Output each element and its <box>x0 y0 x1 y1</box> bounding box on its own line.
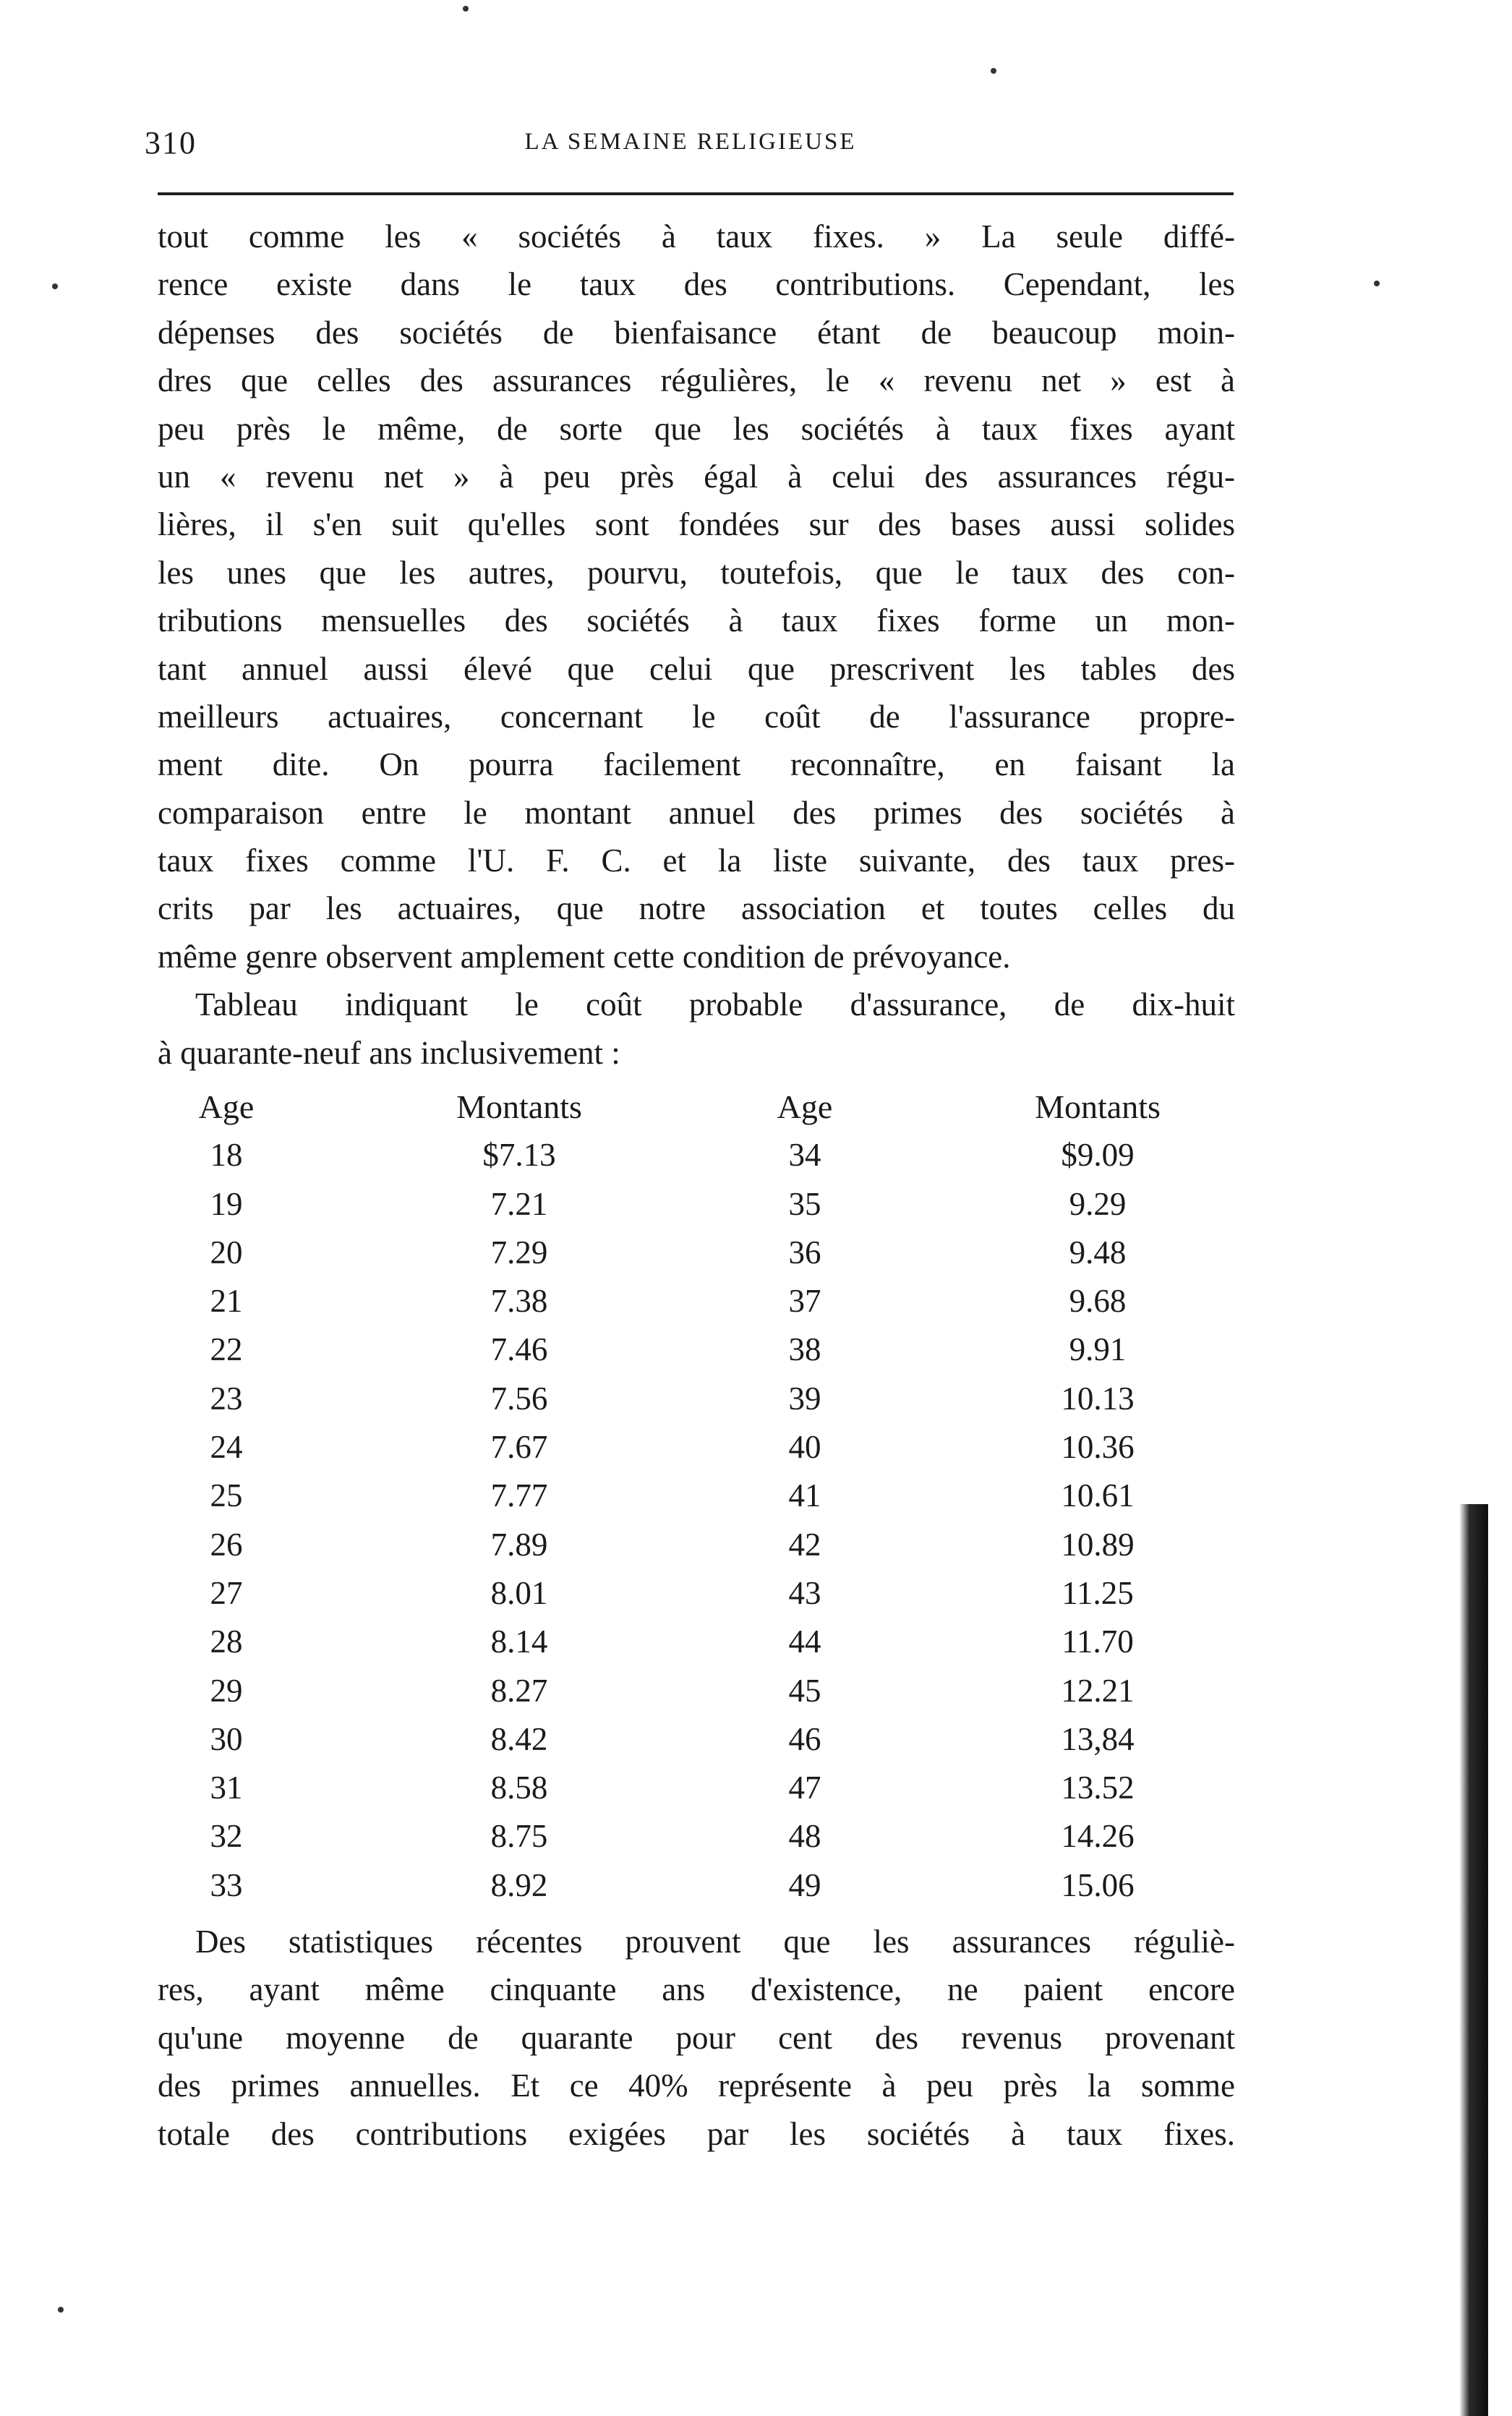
cell-age: 44 <box>788 1623 821 1660</box>
text-line: un « revenu net » à peu près égal à celui des assurances régu- <box>158 458 1235 495</box>
cell-age: 30 <box>210 1720 243 1757</box>
page-number: 310 <box>145 125 197 161</box>
cell-age: 43 <box>788 1574 821 1611</box>
table-row <box>158 1229 1235 1277</box>
text-line: même genre observent amplement cette condition de prévoyance. <box>158 938 1011 975</box>
table-row <box>158 1326 1235 1374</box>
cell-montant: 10.36 <box>1061 1429 1135 1466</box>
cell-montant: 9.48 <box>1069 1234 1127 1271</box>
text-line: comparaison entre le montant annuel des primes des sociétés à <box>158 794 1235 831</box>
scan-speck <box>58 2307 64 2313</box>
cell-age: 20 <box>210 1234 243 1271</box>
column-header-age: Age <box>198 1088 255 1125</box>
text-line: les unes que les autres, pourvu, toutefois, que le taux des con- <box>158 554 1235 591</box>
text-line: tant annuel aussi élevé que celui que prescrivent les tables des <box>158 650 1235 687</box>
table-row <box>158 1521 1235 1569</box>
text-line: tributions mensuelles des sociétés à taux fixes forme un mon- <box>158 602 1235 639</box>
scan-speck <box>52 283 58 289</box>
table-row <box>158 1423 1235 1472</box>
scan-speck <box>991 68 996 74</box>
cell-age: 21 <box>210 1283 243 1320</box>
cell-age: 25 <box>210 1477 243 1514</box>
scan-speck <box>463 6 469 12</box>
cell-montant: 9.91 <box>1069 1331 1127 1368</box>
table-row <box>158 1861 1235 1910</box>
column-header-montants: Montants <box>456 1088 582 1125</box>
cell-montant: 8.14 <box>490 1623 548 1660</box>
cell-montant: 11.25 <box>1062 1574 1134 1611</box>
cell-montant: 10.61 <box>1061 1477 1135 1514</box>
cell-montant: $9.09 <box>1061 1137 1135 1174</box>
cell-age: 40 <box>788 1429 821 1466</box>
text-line: lières, il s'en suit qu'elles sont fondées sur des bases aussi solides <box>158 506 1235 543</box>
cell-age: 22 <box>210 1331 243 1368</box>
table-body <box>158 1131 1235 1910</box>
cell-age: 28 <box>210 1623 243 1660</box>
text-line: taux fixes comme l'U. F. C. et la liste suivante, des taux pres- <box>158 842 1235 879</box>
cell-age: 29 <box>210 1672 243 1709</box>
table-header-row <box>158 1083 1235 1131</box>
text-line: meilleurs actuaires, concernant le coût de l'assurance propre- <box>158 698 1235 735</box>
running-title: LA SEMAINE RELIGIEUSE <box>524 129 857 155</box>
cell-age: 23 <box>210 1380 243 1417</box>
cell-montant: 10.89 <box>1061 1526 1135 1563</box>
cell-age: 32 <box>210 1818 243 1855</box>
table-row <box>158 1131 1235 1179</box>
cell-montant: 13,84 <box>1061 1720 1135 1757</box>
cell-montant: 12.21 <box>1061 1672 1135 1709</box>
insurance-cost-table <box>158 1083 1235 1910</box>
header-rule <box>158 192 1234 195</box>
column-header-age: Age <box>777 1088 833 1125</box>
table-row <box>158 1715 1235 1764</box>
cell-montant: 7.21 <box>490 1185 548 1222</box>
cell-montant: 8.42 <box>490 1720 548 1757</box>
cell-montant: 8.75 <box>490 1818 548 1855</box>
cell-age: 39 <box>788 1380 821 1417</box>
cell-age: 24 <box>210 1429 243 1466</box>
table-row <box>158 1812 1235 1861</box>
cell-age: 27 <box>210 1574 243 1611</box>
cell-montant: 9.29 <box>1069 1185 1127 1222</box>
text-line: tout comme les « sociétés à taux fixes. » La seule diffé- <box>158 218 1235 255</box>
cell-age: 46 <box>788 1720 821 1757</box>
cell-montant: 8.01 <box>490 1574 548 1611</box>
text-line: ment dite. On pourra facilement reconnaître, en faisant la <box>158 746 1235 783</box>
cell-montant: 7.67 <box>490 1429 548 1466</box>
cell-montant: 8.27 <box>490 1672 548 1709</box>
cell-montant: 9.68 <box>1069 1283 1127 1320</box>
table-row <box>158 1375 1235 1423</box>
cell-montant: 11.70 <box>1062 1623 1134 1660</box>
table-intro-line: Tableau indiquant le coût probable d'assurance, de dix-huit <box>195 986 1235 1023</box>
cell-montant: 7.89 <box>490 1526 548 1563</box>
text-line: dres que celles des assurances régulières, le « revenu net » est à <box>158 362 1235 399</box>
cell-age: 37 <box>788 1283 821 1320</box>
cell-age: 34 <box>788 1137 821 1174</box>
page-header <box>145 124 1236 168</box>
table-row <box>158 1277 1235 1326</box>
cell-age: 19 <box>210 1185 243 1222</box>
cell-age: 35 <box>788 1185 821 1222</box>
cell-montant: 8.58 <box>490 1770 548 1806</box>
cell-montant: 7.46 <box>490 1331 548 1368</box>
text-line: totale des contributions exigées par les sociétés à taux fixes. <box>158 2115 1235 2152</box>
cell-montant: 13.52 <box>1061 1770 1135 1806</box>
page-binding-shadow <box>1459 1504 1488 2416</box>
cell-age: 47 <box>788 1770 821 1806</box>
cell-montant: 7.77 <box>490 1477 548 1514</box>
cell-age: 49 <box>788 1866 821 1903</box>
text-line: des primes annuelles. Et ce 40% représente à peu près la somme <box>158 2067 1235 2104</box>
scan-speck <box>1374 281 1380 286</box>
cell-montant: $7.13 <box>482 1137 556 1174</box>
cell-age: 33 <box>210 1866 243 1903</box>
text-line: dépenses des sociétés de bienfaisance étant de beaucoup moin- <box>158 314 1235 351</box>
text-line: res, ayant même cinquante ans d'existence, ne paient encore <box>158 1971 1235 2008</box>
paragraph-statistics <box>158 1918 1235 2158</box>
table-row <box>158 1180 1235 1229</box>
table-row <box>158 1472 1235 1520</box>
paragraph-continued <box>158 213 1235 1077</box>
table-row <box>158 1764 1235 1812</box>
cell-montant: 10.13 <box>1061 1380 1135 1417</box>
cell-age: 26 <box>210 1526 243 1563</box>
cell-age: 36 <box>788 1234 821 1271</box>
cell-montant: 7.56 <box>490 1380 548 1417</box>
cell-montant: 15.06 <box>1061 1866 1135 1903</box>
cell-montant: 7.38 <box>490 1283 548 1320</box>
cell-age: 31 <box>210 1770 243 1806</box>
cell-age: 38 <box>788 1331 821 1368</box>
text-line: rence existe dans le taux des contributions. Cependant, les <box>158 266 1235 303</box>
table-row <box>158 1618 1235 1666</box>
table-intro-line: à quarante-neuf ans inclusivement : <box>158 1034 620 1071</box>
cell-age: 41 <box>788 1477 821 1514</box>
text-line: crits par les actuaires, que notre association et toutes celles du <box>158 890 1235 927</box>
column-header-montants: Montants <box>1035 1088 1161 1125</box>
cell-montant: 7.29 <box>490 1234 548 1271</box>
text-line: qu'une moyenne de quarante pour cent des revenus provenant <box>158 2019 1235 2056</box>
text-line: Des statistiques récentes prouvent que les assurances réguliè- <box>195 1924 1235 1960</box>
cell-age: 45 <box>788 1672 821 1709</box>
table-row <box>158 1667 1235 1715</box>
cell-age: 48 <box>788 1818 821 1855</box>
table-row <box>158 1569 1235 1618</box>
cell-age: 42 <box>788 1526 821 1563</box>
cell-age: 18 <box>210 1137 243 1174</box>
cell-montant: 14.26 <box>1061 1818 1135 1855</box>
text-line: peu près le même, de sorte que les sociétés à taux fixes ayant <box>158 410 1235 447</box>
cell-montant: 8.92 <box>490 1866 548 1903</box>
